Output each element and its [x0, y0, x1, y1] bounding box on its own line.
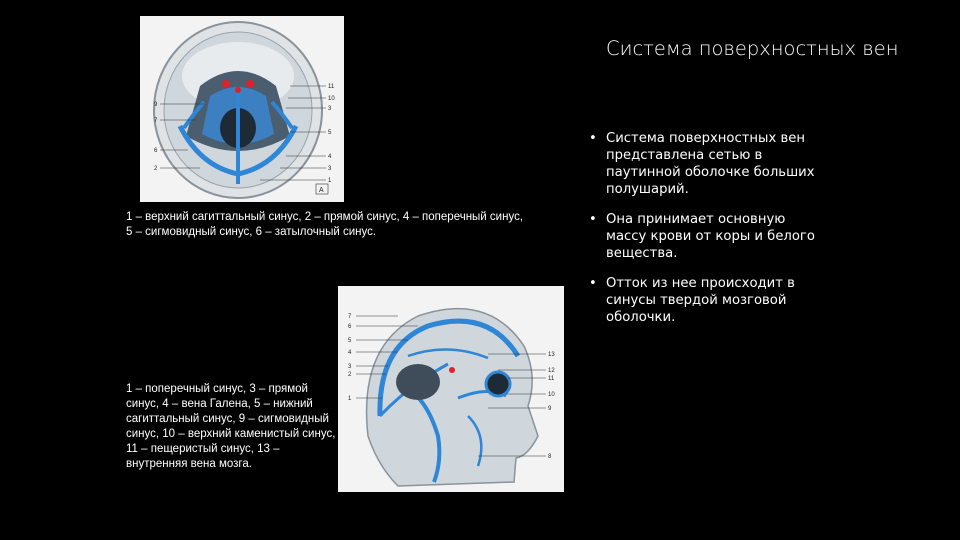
figure1-caption: 1 – верхний сагиттальный синус, 2 – прямой синус, 4 – поперечный синус, 5 – сигмовидный синус, 6 – затылочный синус.	[126, 211, 524, 238]
fig2-label-10: 10	[548, 392, 555, 398]
fig1-label-3a: 3	[328, 106, 332, 112]
bullet-icon: •	[589, 276, 597, 291]
fig2-label-5: 5	[348, 338, 352, 344]
fig2-label-1: 1	[348, 396, 352, 402]
fig1-corner-label: А	[319, 187, 324, 194]
fig1-label-5: 5	[328, 130, 332, 136]
fig2-label-9: 9	[548, 406, 552, 412]
bullet-text: Отток из нее происходит в синусы твердой мозговой оболочки.	[606, 276, 795, 325]
skull-base-figure	[140, 16, 344, 202]
fig1-label-10: 10	[328, 96, 335, 102]
skull-base-illustration	[140, 16, 344, 202]
bullet-icon: •	[589, 131, 597, 146]
fig2-label-2: 2	[348, 372, 352, 378]
fig1-label-4: 4	[328, 154, 332, 160]
fig1-label-3b: 3	[328, 166, 332, 172]
fig2-label-3: 3	[348, 364, 352, 370]
bullet-icon: •	[589, 212, 597, 227]
fig2-label-8: 8	[548, 454, 552, 460]
bullet-list	[589, 130, 829, 339]
fig1-label-9: 9	[154, 102, 158, 108]
bullet-item	[589, 275, 829, 326]
head-sagittal-figure	[338, 286, 564, 492]
figure2-caption: 1 – поперечный синус, 3 – прямой синус, 4 – вена Галена, 5 – нижний сагиттальный синус, 9 – сигмовидный синус, 10 – верхний каменистый синус, 11 – пещеристый синус, 13 – внутренняя вена мозга.	[126, 383, 336, 470]
bullet-item	[589, 211, 829, 262]
fig2-label-6: 6	[348, 324, 352, 330]
bullet-text: Она принимает основную массу крови от коры и белого вещества.	[606, 212, 815, 261]
bullet-item	[589, 130, 829, 198]
bullet-text: Система поверхностных вен представлена сетью в паутинной оболочке больших полушарий.	[606, 131, 815, 197]
fig2-label-11: 11	[548, 376, 555, 382]
fig1-label-6: 6	[154, 148, 158, 154]
head-sagittal-illustration	[338, 286, 564, 492]
fig2-label-13: 13	[548, 352, 555, 358]
fig1-label-2: 2	[154, 166, 158, 172]
fig1-label-11: 11	[328, 84, 335, 90]
slide-title: Система поверхностных вен	[606, 37, 899, 60]
fig1-label-1: 1	[328, 178, 332, 184]
fig2-label-4: 4	[348, 350, 352, 356]
fig1-label-7: 7	[154, 118, 158, 124]
fig2-label-12: 12	[548, 368, 555, 374]
fig2-label-7: 7	[348, 314, 352, 320]
